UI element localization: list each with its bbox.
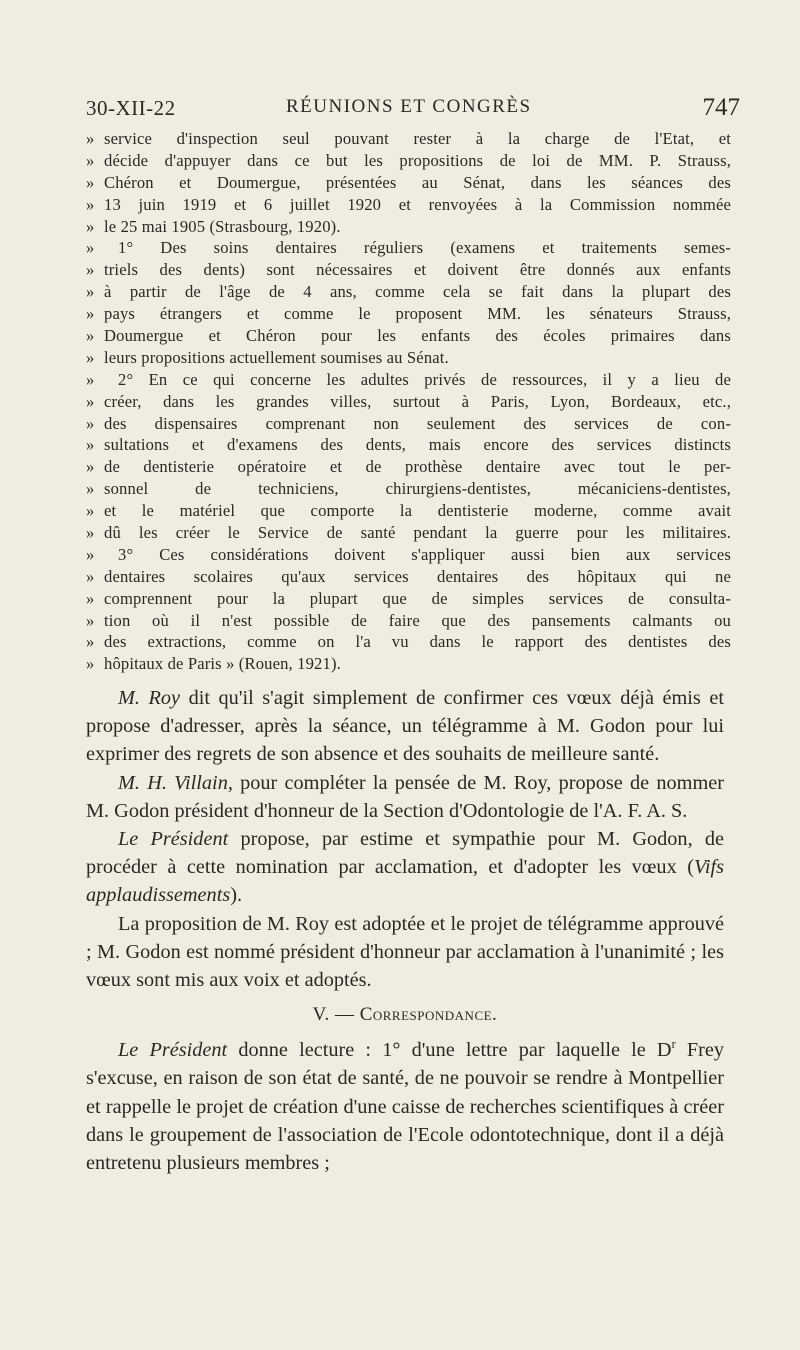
quote-line	[86, 434, 731, 456]
page-number: 747	[702, 94, 740, 121]
quote-text: hôpitaux de Paris » (Rouen, 1921).	[104, 654, 341, 674]
paragraph-correspondence	[86, 1036, 724, 1177]
guillemet-mark: »	[86, 413, 95, 433]
paragraph-adoption	[86, 910, 724, 995]
quote-text: sultations et d'examens des dents, mais encore des services distincts	[104, 435, 731, 455]
quote-text: décide d'appuyer dans ce but les propositions de loi de MM. P. Strauss,	[104, 150, 731, 170]
quote-line	[86, 216, 731, 238]
quote-line	[86, 237, 731, 259]
quote-line	[86, 128, 731, 150]
quote-line	[86, 259, 731, 281]
quote-text: service d'inspection seul pouvant rester à la charge de l'Etat, et	[104, 129, 731, 148]
quote-line	[86, 566, 731, 588]
applause-note: Vifs applaudissements	[86, 856, 724, 907]
paragraph-text: ).	[230, 884, 243, 907]
quote-text: triels des dents) sont nécessaires et doivent être donnés aux enfants	[104, 260, 731, 280]
guillemet-mark: »	[86, 523, 95, 543]
guillemet-mark: »	[86, 194, 95, 214]
quote-line	[86, 631, 731, 653]
quote-line	[86, 610, 731, 632]
section-number: V. —	[312, 1004, 360, 1026]
guillemet-mark: »	[86, 391, 95, 411]
guillemet-mark: »	[86, 654, 95, 674]
quote-text: tion où il n'est possible de faire que des pansements calmants ou	[104, 610, 731, 630]
quote-text: leurs propositions actuellement soumises au Sénat.	[104, 347, 449, 367]
paragraph-villain	[86, 769, 724, 825]
quote-line	[86, 391, 731, 413]
quote-line	[86, 172, 731, 194]
quote-text: Doumergue et Chéron pour les enfants des écoles primaires dans	[104, 326, 731, 346]
speaker-name: M. H. Villain,	[118, 771, 233, 794]
quote-line	[86, 325, 731, 347]
guillemet-mark: »	[86, 588, 95, 608]
quote-text: le 25 mai 1905 (Strasbourg, 1920).	[104, 216, 341, 236]
guillemet-mark: »	[86, 150, 95, 170]
quote-line	[86, 500, 731, 522]
paragraph-president-proposal	[86, 825, 724, 910]
quote-line	[86, 150, 731, 172]
quote-text: des extractions, comme on l'a vu dans le rapport des dentistes des	[104, 632, 731, 652]
quote-line	[86, 544, 731, 566]
quote-text: créer, dans les grandes villes, surtout à Paris, Lyon, Bordeaux, etc.,	[104, 391, 731, 411]
quote-text: à partir de l'âge de 4 ans, comme cela se fait dans la plupart des	[104, 282, 731, 302]
quote-line	[86, 588, 731, 610]
quote-text: 13 juin 1919 et 6 juillet 1920 et renvoyées à la Commission nommée	[104, 194, 731, 214]
guillemet-mark: »	[86, 304, 95, 324]
quote-line	[86, 303, 731, 325]
quote-text: des dispensaires comprenant non seulement des services de con-	[104, 413, 731, 433]
guillemet-mark: »	[86, 369, 95, 389]
quote-line	[86, 281, 731, 303]
guillemet-mark: »	[86, 479, 95, 499]
quote-text: comprennent pour la plupart que de simples services de consulta-	[104, 588, 731, 608]
quote-line	[86, 369, 731, 391]
guillemet-mark: »	[86, 632, 95, 652]
speaker-name: Le Président	[118, 828, 229, 851]
paragraph-roy	[86, 684, 724, 769]
superscript: r	[671, 1037, 676, 1052]
guillemet-mark: »	[86, 216, 95, 236]
paragraph-text: Frey s'excuse, en raison de son état de santé, de ne pouvoir se rendre à Montpellier et rappelle le projet de création d'une caisse de recherches scientifiques à créer dans le groupement de l'association de l'Ecole odontotechnique, dont il a déjà entretenu plusieurs membres ;	[86, 1039, 724, 1175]
quote-text: 3° Ces considérations doivent s'appliquer aussi bien aux services	[118, 544, 731, 564]
quote-text: de dentisterie opératoire et de prothèse dentaire avec tout le per-	[104, 457, 731, 477]
quote-text: dentaires scolaires qu'aux services dentaires des hôpitaux qui ne	[104, 566, 731, 586]
quote-text: 2° En ce qui concerne les adultes privés de ressources, il y a lieu de	[118, 369, 731, 389]
main-text	[86, 684, 724, 1177]
quote-line	[86, 194, 731, 216]
speaker-name: Le Président	[118, 1039, 228, 1062]
guillemet-mark: »	[86, 129, 95, 148]
guillemet-mark: »	[86, 347, 95, 367]
quote-text: Chéron et Doumergue, présentées au Sénat, dans les séances des	[104, 172, 731, 192]
quoted-resolution	[86, 128, 731, 675]
quote-line	[86, 456, 731, 478]
section-title: Correspondance.	[359, 1004, 498, 1026]
paragraph-text: pour compléter la pensée de M. Roy, propose de nommer M. Godon président d'honneur de la Section d'Odontologie de l'A. F. A. S.	[86, 771, 724, 822]
guillemet-mark: »	[86, 238, 95, 258]
quote-text: dû les créer le Service de santé pendant la guerre pour les militaires.	[104, 523, 731, 543]
paragraph-text: dit qu'il s'agit simplement de confirmer ces vœux déjà émis et propose d'adresser, après la séance, un télégramme à M. Godon pour lui exprimer des regrets de son absence et des souhaits de meilleure santé.	[86, 687, 724, 766]
quote-text: pays étrangers et comme le proposent MM. les sénateurs Strauss,	[104, 304, 731, 324]
guillemet-mark: »	[86, 172, 95, 192]
guillemet-mark: »	[86, 326, 95, 346]
running-header	[86, 92, 740, 126]
guillemet-mark: »	[86, 457, 95, 477]
guillemet-mark: »	[86, 610, 95, 630]
header-title: RÉUNIONS ET CONGRÈS	[286, 96, 532, 117]
quote-line	[86, 413, 731, 435]
quote-text: sonnel de techniciens, chirurgiens-dentistes, mécaniciens-dentistes,	[104, 479, 731, 499]
paragraph-text: La proposition de M. Roy est adoptée et le projet de télégramme approuvé ; M. Godon est nommé président d'honneur par acclamation à l'unanimité ; les vœux sont mis aux voix et adoptés.	[86, 912, 724, 992]
guillemet-mark: »	[86, 544, 95, 564]
guillemet-mark: »	[86, 566, 95, 586]
guillemet-mark: »	[86, 435, 95, 455]
quote-line	[86, 653, 731, 675]
quote-line	[86, 522, 731, 544]
quote-text: et le matériel que comporte la dentisterie moderne, comme avait	[104, 501, 731, 521]
paragraph-text: propose, par estime et sympathie pour M. Godon, de procéder à cette nomination par acclamation, et d'adopter les vœux (	[86, 828, 724, 879]
quote-text: 1° Des soins dentaires réguliers (examens et traitements semes-	[118, 238, 731, 258]
guillemet-mark: »	[86, 260, 95, 280]
speaker-name: M. Roy	[118, 687, 181, 709]
header-date: 30-XII-22	[86, 96, 176, 120]
quote-line	[86, 347, 731, 369]
guillemet-mark: »	[86, 282, 95, 302]
guillemet-mark: »	[86, 501, 95, 521]
section-heading	[86, 1001, 724, 1029]
paragraph-text: donne lecture : 1° d'une lettre par laquelle le D	[227, 1039, 672, 1062]
quote-line	[86, 478, 731, 500]
